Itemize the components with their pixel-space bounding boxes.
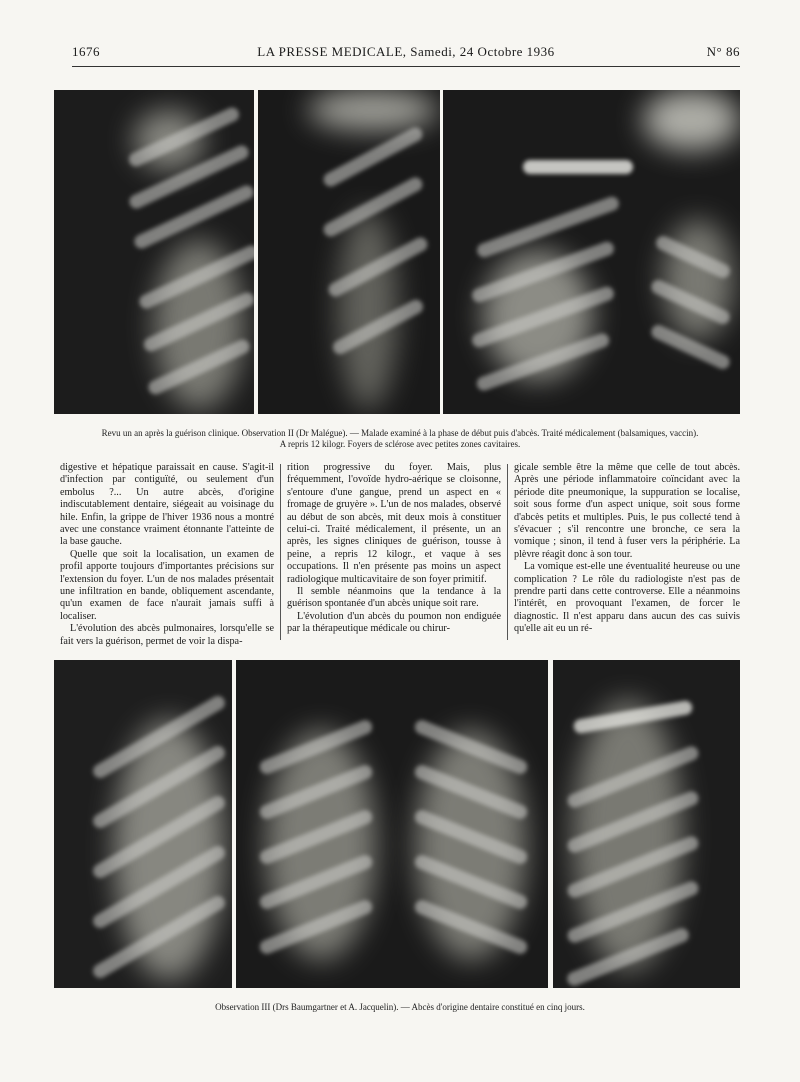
paragraph: L'évolution des abcès pulmonaires, lorsqu'elle se fait vers la guérison, permet de voir la dispa- — [60, 623, 274, 647]
radiograph-bottom-left — [54, 660, 232, 988]
running-header — [72, 44, 740, 64]
journal-title: LA PRESSE MEDICALE, Samedi, 24 Octobre 1936 — [257, 44, 555, 59]
top-caption-line-1: Revu un an après la guérison clinique. Observation II (Dr Malégue). — Malade examiné à la phase de début puis d'abcès. Traité médicalement (balsamiques, vaccin). — [101, 428, 699, 438]
paragraph: digestive et hépatique paraissait en cause. S'agit-il d'infection par contiguïté, ou seulement d'un embolus ?... Un autre abcès, d'origine indiscutablement dentaire, siégeait au voisinage du hile. Enfin, la grippe de l'hiver 1936 nous a montré avec une constance vraiment étonnante l'atteinte de la base gauche. — [60, 462, 274, 548]
paragraph: Quelle que soit la localisation, un examen de profil apporte toujours d'importantes précisions sur l'extension du foyer. L'un de nos malades présentait une infiltration en bande, obliquement ascendante, qu'un examen de face n'aurait jamais suffi à localiser. — [60, 548, 274, 622]
paragraph: rition progressive du foyer. Mais, plus fréquemment, l'ovoïde hydro-aérique se cloisonne, s'entoure d'une gangue, prend un aspect en « fromage de gruyère ». L'un de nos malades, observé au début de son abcès, mit deux mois à constituer celui-ci. Traité médicalement, il présente, un an après, les signes cliniques de guérison, tousse à peine, a repris 12 kilogr., et vaque à ses occupations. Il n'en présente pas moins un aspect radiologique multicavitaire de son foyer primitif. — [287, 462, 501, 585]
column-divider — [280, 464, 281, 640]
header-rule — [72, 66, 740, 67]
top-figure-caption — [60, 428, 740, 450]
paragraph: gicale semble être la même que celle de tout abcès. Après une période inflammatoire coïncidant avec la période dite pneumonique, la suppuration se localise, soit sous forme d'un aspect unique, soit sous forme d'abcès petits et multiples. Puis, le pus collecté tend à s'évacuer ; s'il rencontre une bronche, ce sera la vomique ; sinon, il tend à fuser vers la périphérie. La plèvre réagit donc à son tour. — [514, 462, 740, 560]
bottom-figure-caption: Observation III (Drs Baumgartner et A. Jacquelin). — Abcès d'origine dentaire constitué en cinq jours. — [215, 1002, 585, 1012]
radiograph-top-middle — [258, 90, 440, 414]
radiograph-top-left — [54, 90, 254, 414]
radiograph-bottom-right — [553, 660, 740, 988]
radiograph-top-right — [443, 90, 740, 414]
issue-number: N° 86 — [706, 44, 740, 59]
paragraph: Il semble néanmoins que la tendance à la guérison spontanée d'un abcès unique soit rare. — [287, 586, 501, 610]
radiograph-bottom-middle — [236, 660, 548, 988]
column-divider — [507, 464, 508, 640]
paragraph: L'évolution d'un abcès du poumon non endiguée par la thérapeutique médicale ou chirur- — [287, 610, 501, 635]
article-column-3 — [514, 462, 740, 636]
top-caption-line-2: A repris 12 kilogr. Foyers de sclérose avec petites zones cavitaires. — [279, 439, 521, 449]
article-column-2 — [287, 462, 501, 636]
paragraph: La vomique est-elle une éventualité heureuse ou une complication ? Le rôle du radiologiste n'est pas de prendre parti dans cette controverse. Elle a néanmoins l'intérêt, en provoquant l'examen, de forcer le diagnostic. Il n'est apparu dans aucun des cas suivis qu'elle ait eu un ré- — [514, 561, 740, 635]
article-column-1 — [60, 462, 274, 648]
page-number: 1676 — [72, 44, 100, 59]
